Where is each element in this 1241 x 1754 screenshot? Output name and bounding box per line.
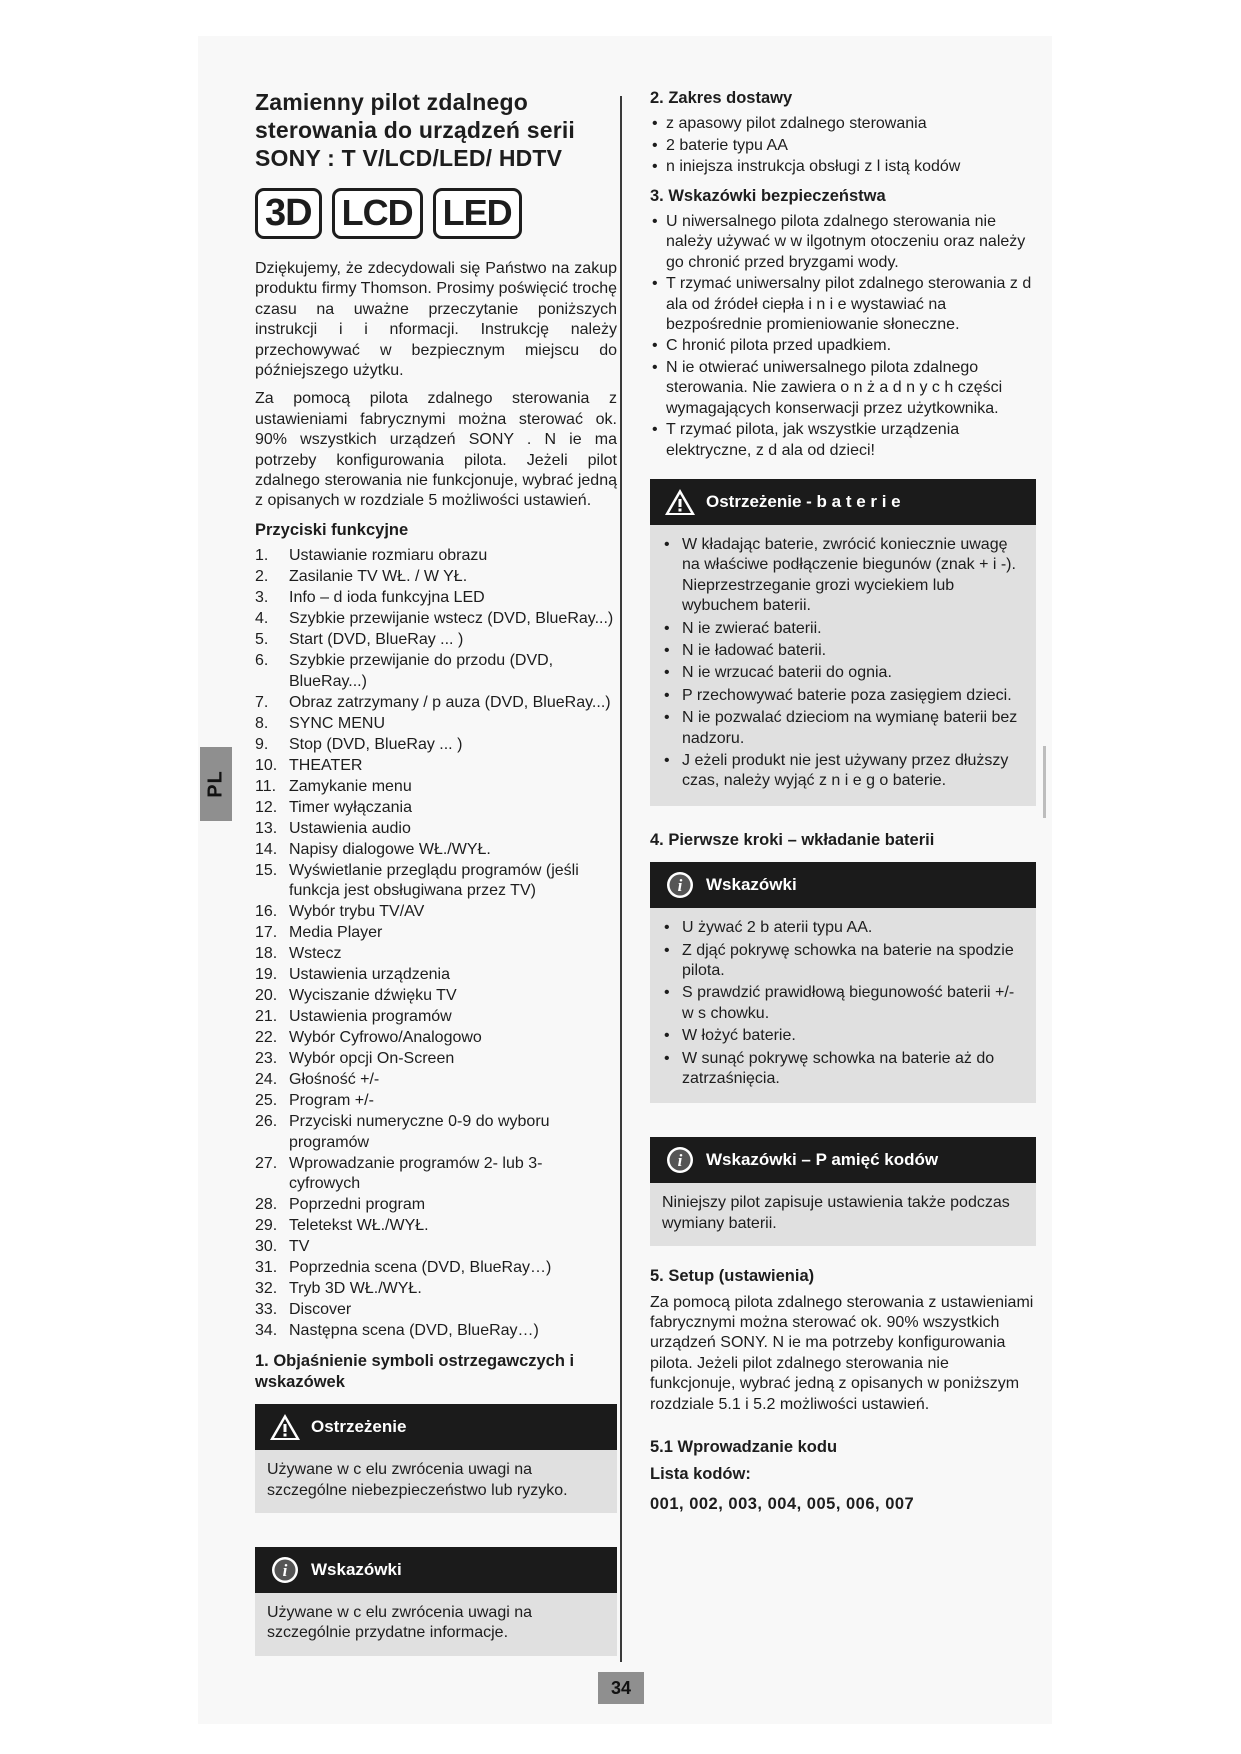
safety-item: • U niwersalnego pilota zdalnego sterowania nie należy używać w w ilgotnym otoczeniu oraz należy go chronić przed bryzgami wody. bbox=[650, 212, 1036, 273]
function-label: TV bbox=[289, 1237, 310, 1255]
safety-heading: 3. Wskazówki bezpieczeństwa bbox=[650, 186, 886, 205]
function-number: 34. bbox=[255, 1321, 278, 1339]
function-item bbox=[255, 630, 617, 650]
first-steps-list bbox=[662, 918, 1024, 1089]
memory-box-text: Niniejszy pilot zapisuje ustawienia także podczas wymiany baterii. bbox=[662, 1194, 1010, 1232]
function-label: Przyciski numeryczne 0-9 do wyboru programów bbox=[289, 1113, 550, 1151]
function-item bbox=[255, 1049, 617, 1069]
delivery-heading: 2. Zakres dostawy bbox=[650, 89, 793, 107]
function-label: SYNC MENU bbox=[289, 714, 386, 732]
memory-box-header bbox=[650, 1137, 1036, 1183]
function-label: Zamykanie menu bbox=[289, 777, 412, 795]
function-item bbox=[255, 1279, 617, 1299]
svg-text:i: i bbox=[282, 1560, 288, 1580]
function-number: 25. bbox=[255, 1092, 278, 1110]
function-number: 3. bbox=[255, 589, 269, 607]
function-number: 14. bbox=[255, 840, 278, 858]
function-item bbox=[255, 1007, 617, 1027]
badge-led-label: LED bbox=[442, 192, 512, 234]
function-label: Ustawienia programów bbox=[289, 1008, 452, 1026]
function-number: 27. bbox=[255, 1154, 278, 1172]
battery-warning-item: • J eżeli produkt nie jest używany przez dłuższy czas, należy wyjąć z n i e g o baterie. bbox=[662, 751, 1024, 792]
function-label: Wybór opcji On-Screen bbox=[289, 1050, 455, 1068]
safety-item: • C hronić pilota przed upadkiem. bbox=[650, 336, 1036, 356]
function-item bbox=[255, 965, 617, 985]
function-number: 9. bbox=[255, 735, 269, 753]
function-number: 20. bbox=[255, 987, 278, 1005]
safety-item: • N ie otwierać uniwersalnego pilota zdalnego sterowania. Nie zawiera o n ż a d n y c h części wymagających konserwacji przez użytkownika. bbox=[650, 358, 1036, 419]
battery-warning-item: • W kładając baterie, zwrócić koniecznie uwagę na właściwe podłączenie biegunów (znak + i -). Nieprzestrzeganie grozi wyciekiem lub wybuchem baterii. bbox=[662, 535, 1024, 617]
function-label: Ustawianie rozmiaru obrazu bbox=[289, 547, 488, 565]
safety-list bbox=[650, 212, 1036, 461]
function-item bbox=[255, 861, 617, 902]
function-label: Głośność +/- bbox=[289, 1071, 380, 1089]
function-label: Szybkie przewijanie wstecz (DVD, BlueRay...) bbox=[289, 610, 614, 628]
function-number: 17. bbox=[255, 924, 278, 942]
function-label: Wyświetlanie przeglądu programów (jeśli funkcja jest obsługiwana przez TV) bbox=[289, 861, 579, 900]
function-label: Start (DVD, BlueRay ... ) bbox=[289, 631, 464, 649]
function-item bbox=[255, 693, 617, 713]
function-label: Ustawienia audio bbox=[289, 819, 411, 837]
function-item bbox=[255, 735, 617, 755]
first-steps-item: • W łożyć baterie. bbox=[662, 1026, 1024, 1046]
function-number: 2. bbox=[255, 568, 269, 586]
function-label: Obraz zatrzymany / p auza (DVD, BlueRay...) bbox=[289, 693, 611, 711]
svg-text:i: i bbox=[677, 1151, 683, 1171]
function-number: 5. bbox=[255, 631, 269, 649]
function-number: 31. bbox=[255, 1258, 278, 1276]
hint-box bbox=[255, 1547, 617, 1656]
function-number: 13. bbox=[255, 819, 278, 837]
info-icon bbox=[662, 1145, 698, 1175]
left-column bbox=[255, 88, 617, 1656]
warning-triangle-icon bbox=[662, 487, 698, 517]
function-label: THEATER bbox=[289, 756, 363, 774]
safety-item: • T rzymać pilota, jak wszystkie urządzenia elektryczne, z d ala od dzieci! bbox=[650, 420, 1036, 461]
function-label: Poprzednia scena (DVD, BlueRay…) bbox=[289, 1258, 552, 1276]
function-number: 23. bbox=[255, 1050, 278, 1068]
function-number: 22. bbox=[255, 1029, 278, 1047]
badge-lcd bbox=[332, 188, 423, 239]
badge-lcd-label: LCD bbox=[341, 192, 413, 234]
memory-box bbox=[650, 1137, 1036, 1246]
function-item bbox=[255, 1216, 617, 1236]
function-item bbox=[255, 567, 617, 587]
hint-box-text: Używane w c elu zwrócenia uwagi na szczególnie przydatne informacje. bbox=[267, 1603, 533, 1642]
safety-item: • T rzymać uniwersalny pilot zdalnego sterowania z d ala od źródeł ciepła i n i e wystawiać na bezpośrednie promieniowanie słoneczne. bbox=[650, 274, 1036, 335]
setup-paragraph: Za pomocą pilota zdalnego sterowania z ustawieniami fabrycznymi można sterować ok. 90% wszystkich urządzeń SONY. N ie ma potrzeby konfigurowania pilota. Jeżeli pilot zdalnego sterowania nie funkcjonuje, wybrać jedną z opisanych w poniższym rozdziale 5.1 i 5.2 możliwości ustawień. bbox=[650, 1293, 1034, 1413]
function-label: Poprzedni program bbox=[289, 1195, 426, 1213]
battery-warning-title: Ostrzeżenie - b a t e r i e bbox=[706, 491, 901, 511]
code-entry-heading: 5.1 Wprowadzanie kodu bbox=[650, 1438, 838, 1457]
setup-heading: 5. Setup (ustawienia) bbox=[650, 1267, 815, 1286]
intro-paragraph-2: Za pomocą pilota zdalnego sterowania z ustawieniami fabrycznymi można sterować ok. 90% wszystkich urządzeń SONY . N ie ma potrzeby konfigurowania pilota. Jeżeli pilot zdalnego sterowania nie funkcjonuje, wybrać jedną z opisanych w rozdziale 5 możliwości ustawień. bbox=[255, 390, 617, 510]
battery-warning-item: • N ie wrzucać baterii do ognia. bbox=[662, 663, 1024, 683]
function-item bbox=[255, 651, 617, 692]
hint-box-title: Wskazówki bbox=[311, 1559, 402, 1579]
battery-warning-item: • N ie pozwalać dzieciom na wymianę baterii bez nadzoru. bbox=[662, 708, 1024, 749]
function-item bbox=[255, 1300, 617, 1320]
function-number: 30. bbox=[255, 1237, 278, 1255]
warning-box bbox=[255, 1404, 617, 1513]
functions-list bbox=[255, 546, 617, 1341]
function-item bbox=[255, 840, 617, 860]
function-label: Timer wyłączania bbox=[289, 798, 412, 816]
column-divider bbox=[620, 96, 622, 1662]
function-label: Wprowadzanie programów 2- lub 3- cyfrowych bbox=[289, 1154, 543, 1192]
function-label: Wyciszanie dźwięku TV bbox=[289, 987, 457, 1005]
delivery-item: • n iniejsza instrukcja obsługi z l istą kodów bbox=[650, 157, 1036, 177]
function-item bbox=[255, 777, 617, 797]
function-label: Media Player bbox=[289, 924, 383, 942]
function-label: Napisy dialogowe WŁ./WYŁ. bbox=[289, 840, 491, 858]
function-label: Stop (DVD, BlueRay ... ) bbox=[289, 735, 463, 753]
function-item bbox=[255, 609, 617, 629]
function-label: Ustawienia urządzenia bbox=[289, 966, 450, 984]
first-steps-item: • Z djąć pokrywę schowka na baterie na spodzie pilota. bbox=[662, 941, 1024, 982]
function-number: 6. bbox=[255, 652, 269, 670]
language-tab-label: PL bbox=[204, 770, 227, 798]
function-label: Teletekst WŁ./WYŁ. bbox=[289, 1216, 429, 1234]
function-number: 7. bbox=[255, 693, 269, 711]
battery-warning-header bbox=[650, 479, 1036, 525]
info-icon bbox=[662, 870, 698, 900]
info-icon bbox=[267, 1555, 303, 1585]
function-item bbox=[255, 798, 617, 818]
battery-warning-box bbox=[650, 479, 1036, 806]
function-item bbox=[255, 1154, 617, 1195]
function-label: Discover bbox=[289, 1300, 352, 1318]
memory-box-title: Wskazówki – P amięć kodów bbox=[706, 1150, 939, 1170]
function-number: 21. bbox=[255, 1008, 278, 1026]
badge-3d-label: 3D bbox=[265, 192, 312, 235]
battery-warning-item: • P rzechowywać baterie poza zasięgiem dzieci. bbox=[662, 686, 1024, 706]
function-label: Program +/- bbox=[289, 1092, 374, 1110]
page-number: 34 bbox=[598, 1672, 644, 1704]
first-steps-heading: 4. Pierwsze kroki – wkładanie baterii bbox=[650, 830, 935, 849]
function-label: Info – d ioda funkcyjna LED bbox=[289, 589, 485, 607]
codes-label: Lista kodów: bbox=[650, 1464, 751, 1483]
warning-box-header bbox=[255, 1404, 617, 1450]
function-number: 11. bbox=[255, 777, 277, 795]
function-number: 12. bbox=[255, 798, 278, 816]
function-item bbox=[255, 1028, 617, 1048]
warning-box-text: Używane w c elu zwrócenia uwagi na szczególne niebezpieczeństwo lub ryzyko. bbox=[267, 1461, 568, 1499]
document-title: Zamienny pilot zdalnego sterowania do urządzeń serii SONY : T V/LCD/LED/ HDTV bbox=[255, 89, 576, 171]
badge-led bbox=[433, 188, 522, 239]
function-number: 10. bbox=[255, 756, 278, 774]
function-item bbox=[255, 1091, 617, 1111]
function-number: 16. bbox=[255, 903, 278, 921]
function-number: 24. bbox=[255, 1071, 278, 1089]
intro-paragraph-1: Dziękujemy, że zdecydowali się Państwo na zakup produktu firmy Thomson. Prosimy poświęcić trochę czasu na uważne przeczytanie poniższych instrukcji i i nformacji. Instrukcję należy przechowywać w bezpiecznym miejscu do późniejszego użytku. bbox=[255, 260, 617, 380]
function-number: 29. bbox=[255, 1216, 278, 1234]
first-steps-item: • U żywać 2 b aterii typu AA. bbox=[662, 918, 1024, 938]
battery-warning-item: • N ie ładować baterii. bbox=[662, 641, 1024, 661]
function-number: 19. bbox=[255, 966, 278, 984]
function-number: 33. bbox=[255, 1300, 278, 1318]
function-item bbox=[255, 588, 617, 608]
codes-list: 001, 002, 003, 004, 005, 006, 007 bbox=[650, 1494, 915, 1513]
function-number: 15. bbox=[255, 861, 278, 879]
function-item bbox=[255, 1321, 617, 1341]
function-item bbox=[255, 714, 617, 734]
first-steps-header bbox=[650, 862, 1036, 908]
functions-heading: Przyciski funkcyjne bbox=[255, 520, 409, 539]
edge-mark bbox=[1043, 746, 1046, 818]
delivery-item: • 2 baterie typu AA bbox=[650, 136, 1036, 156]
function-item bbox=[255, 819, 617, 839]
svg-text:i: i bbox=[677, 876, 683, 896]
delivery-item: • z apasowy pilot zdalnego sterowania bbox=[650, 114, 1036, 134]
warning-box-title: Ostrzeżenie bbox=[311, 1416, 407, 1436]
function-label: Szybkie przewijanie do przodu (DVD, BlueRay...) bbox=[289, 652, 554, 690]
function-item bbox=[255, 756, 617, 776]
battery-warning-item: • N ie zwierać baterii. bbox=[662, 619, 1024, 639]
battery-warning-list bbox=[662, 535, 1024, 792]
first-steps-item: • S prawdzić prawidłową biegunowość baterii +/- w s chowku. bbox=[662, 983, 1024, 1024]
function-item bbox=[255, 1070, 617, 1090]
function-number: 32. bbox=[255, 1279, 278, 1297]
function-item bbox=[255, 986, 617, 1006]
badge-3d bbox=[255, 188, 322, 239]
function-number: 28. bbox=[255, 1195, 278, 1213]
function-number: 26. bbox=[255, 1113, 278, 1131]
function-item bbox=[255, 1195, 617, 1215]
first-steps-body bbox=[650, 908, 1036, 1103]
first-steps-title: Wskazówki bbox=[706, 874, 797, 894]
function-label: Następna scena (DVD, BlueRay…) bbox=[289, 1321, 539, 1339]
language-tab bbox=[200, 747, 232, 821]
function-number: 4. bbox=[255, 610, 269, 628]
symbols-heading: 1. Objaśnienie symboli ostrzegawczych i wskazówek bbox=[255, 1352, 575, 1391]
function-label: Zasilanie TV WŁ. / W YŁ. bbox=[289, 568, 468, 586]
function-item bbox=[255, 944, 617, 964]
function-label: Wstecz bbox=[289, 945, 342, 963]
battery-warning-body bbox=[650, 525, 1036, 806]
warning-triangle-icon bbox=[267, 1412, 303, 1442]
right-column bbox=[650, 88, 1036, 1514]
first-steps-box bbox=[650, 862, 1036, 1103]
function-number: 18. bbox=[255, 945, 278, 963]
function-item bbox=[255, 1112, 617, 1153]
first-steps-item: • W sunąć pokrywę schowka na baterie aż do zatrzaśnięcia. bbox=[662, 1049, 1024, 1090]
function-number: 8. bbox=[255, 714, 269, 732]
function-item bbox=[255, 923, 617, 943]
format-badges bbox=[255, 188, 617, 239]
function-item bbox=[255, 546, 617, 566]
function-item bbox=[255, 1258, 617, 1278]
delivery-list bbox=[650, 114, 1036, 177]
function-number: 1. bbox=[255, 547, 269, 565]
function-label: Wybór Cyfrowo/Analogowo bbox=[289, 1029, 482, 1047]
function-item bbox=[255, 902, 617, 922]
function-item bbox=[255, 1237, 617, 1257]
function-label: Tryb 3D WŁ./WYŁ. bbox=[289, 1279, 422, 1297]
hint-box-header bbox=[255, 1547, 617, 1593]
function-label: Wybór trybu TV/AV bbox=[289, 903, 425, 921]
